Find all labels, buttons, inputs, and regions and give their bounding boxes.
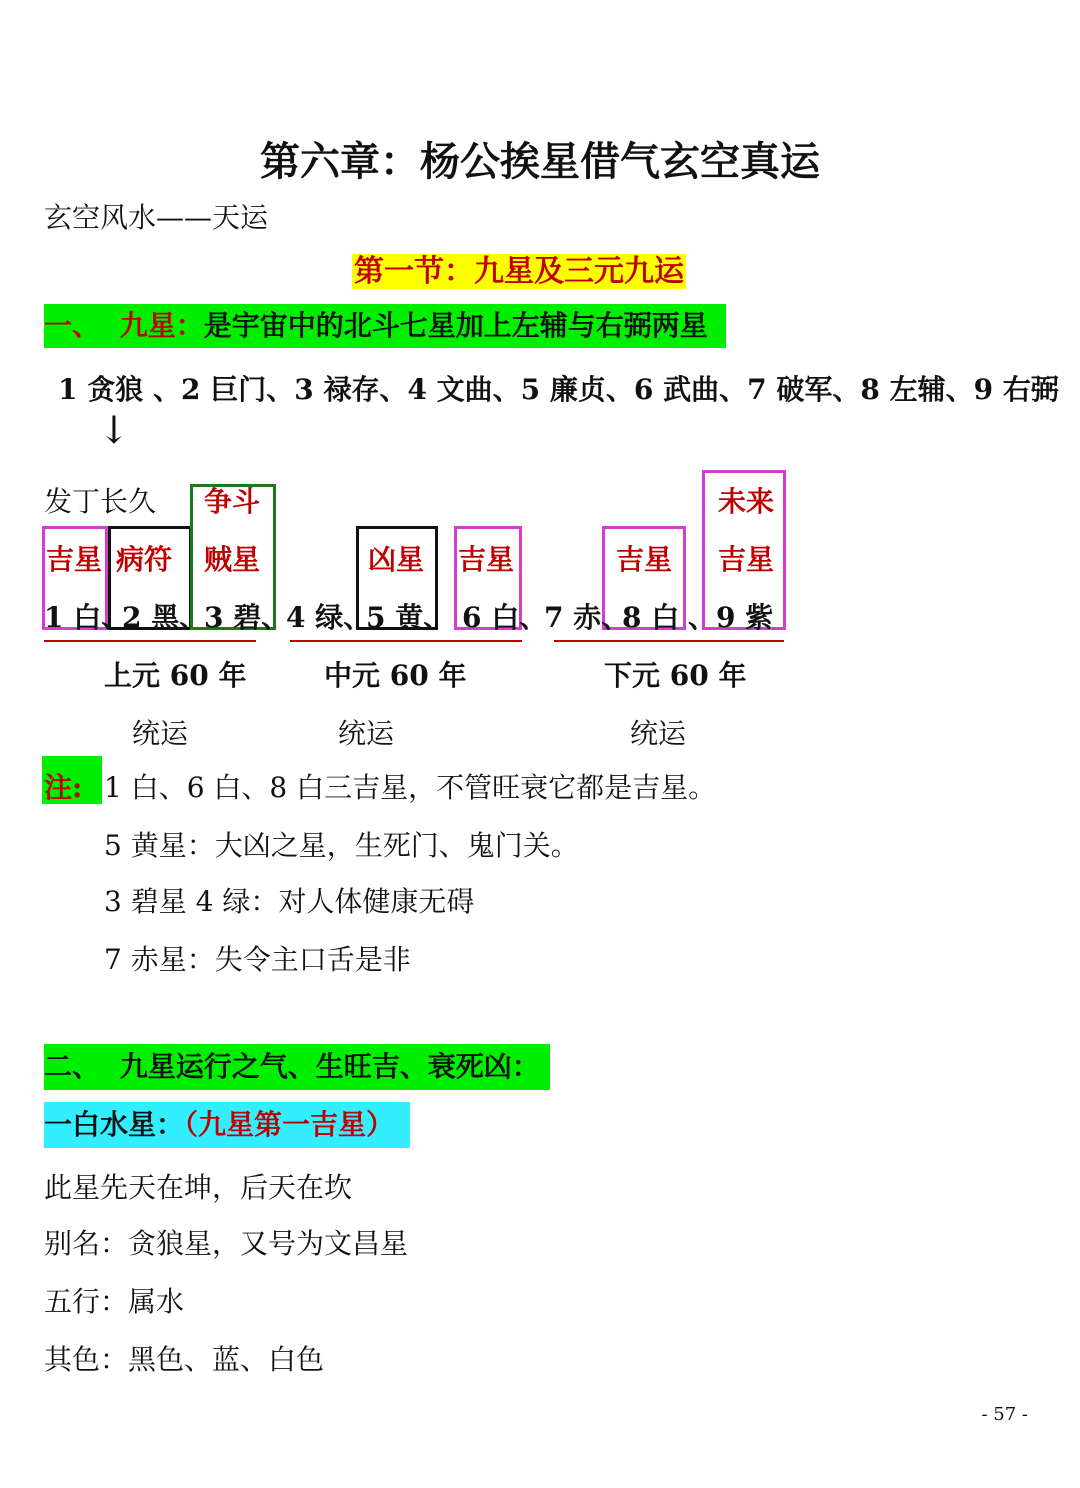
note-3: 3 碧星 4 绿：对人体健康无碍 <box>104 885 475 918</box>
label-star-8: 吉星 <box>616 543 673 576</box>
page-title: 第六章：杨公挨星借气玄空真运 <box>260 138 820 185</box>
detail-3: 五行：属水 <box>44 1285 185 1318</box>
era-underline-middle <box>290 640 522 642</box>
era-upper: 上元 60 年 <box>104 659 247 692</box>
num-star-4: 4 绿、 <box>286 601 372 634</box>
heading-3-prefix: 一白水星： <box>44 1108 185 1141</box>
subtitle: 玄空风水——天运 <box>44 201 269 234</box>
note-4: 7 赤星：失令主口舌是非 <box>104 943 411 976</box>
num-star-5: 5 黄、 <box>366 601 452 634</box>
note-2: 5 黄星：大凶之星，生死门、鬼门关。 <box>104 829 579 862</box>
label-star-9: 吉星 <box>718 543 775 576</box>
heading-2-prefix: 二、 <box>44 1050 101 1083</box>
label-star-6: 吉星 <box>458 543 515 576</box>
heading-first-white-star <box>44 1102 410 1148</box>
num-star-7: 7 赤、 <box>544 601 630 634</box>
era-upper-run: 统运 <box>132 717 189 750</box>
note-label: 注: <box>44 771 83 804</box>
detail-2: 别名：贪狼星，又号为文昌星 <box>44 1227 409 1260</box>
heading-nine-stars-rest: 是宇宙中的北斗七星加上左辅与右弼两星 <box>203 309 708 342</box>
num-star-8: 8 白 <box>622 601 680 634</box>
label-star-3-top: 争斗 <box>204 485 261 518</box>
heading-nine-stars-qi <box>44 1044 550 1090</box>
num-star-1: 1 白、 <box>44 601 130 634</box>
era-middle: 中元 60 年 <box>324 659 467 692</box>
fading-label: 发丁长久 <box>44 485 157 518</box>
heading-nine-stars-prefix: 一、 <box>44 309 101 342</box>
num-star-9: 、9 紫 <box>688 601 774 634</box>
heading-2-rest: 九星运行之气、生旺吉、衰死凶： <box>119 1050 540 1083</box>
heading-3-rest: （九星第一吉星） <box>184 1108 395 1141</box>
label-star-1: 吉星 <box>46 543 103 576</box>
era-middle-run: 统运 <box>338 717 395 750</box>
heading-nine-stars <box>44 304 726 348</box>
num-star-3: 3 碧、 <box>204 601 290 634</box>
detail-1: 此星先天在坤，后天在坎 <box>44 1171 353 1204</box>
era-underline-upper <box>44 640 256 642</box>
label-star-9-top: 未来 <box>718 485 775 518</box>
note-1: 1 白、6 白、8 白三吉星，不管旺衰它都是吉星。 <box>104 771 717 804</box>
heading-nine-stars-keyword: 九星： <box>119 309 204 342</box>
era-underline-lower <box>554 640 784 642</box>
era-lower: 下元 60 年 <box>604 659 747 692</box>
label-star-2: 病符 <box>116 543 173 576</box>
detail-4: 其色：黑色、蓝、白色 <box>44 1343 325 1376</box>
star-list: 1 贪狼 、2 巨门、3 禄存、4 文曲、5 廉贞、6 武曲、7 破军、8 左辅、9 右弼 <box>58 373 1059 406</box>
section-heading-1-text: 第一节：九星及三元九运 <box>354 254 684 289</box>
num-star-6: 6 白、 <box>462 601 548 634</box>
label-star-3: 贼星 <box>204 543 261 576</box>
page-number: - 57 - <box>981 1404 1028 1425</box>
era-lower-run: 统运 <box>630 717 687 750</box>
label-star-5: 凶星 <box>368 543 425 576</box>
section-heading-1 <box>352 246 686 290</box>
down-arrow-icon: ↓ <box>98 408 130 452</box>
num-star-2: 2 黑、 <box>122 601 208 634</box>
